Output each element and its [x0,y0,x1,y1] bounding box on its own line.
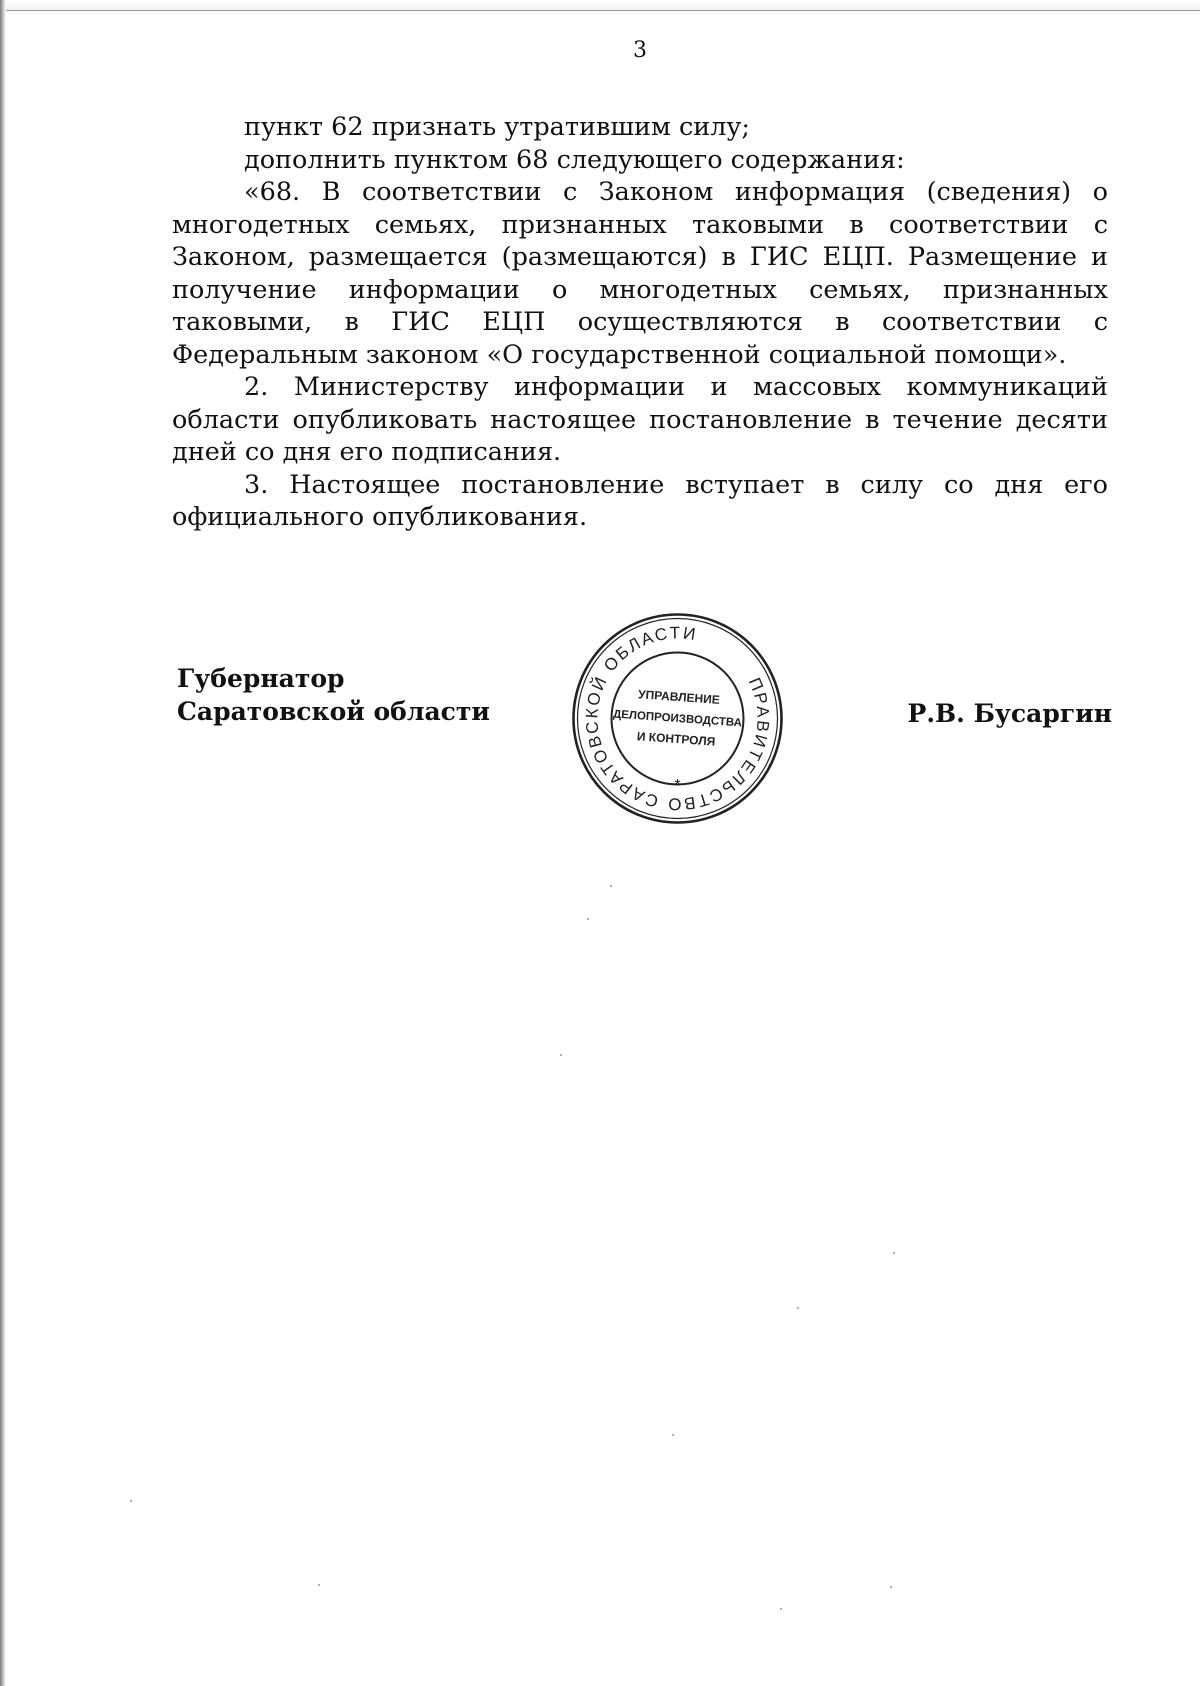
stamp-inner-line1: УПРАВЛЕНИЕ [637,687,721,707]
scan-speck [587,918,589,920]
scan-speck [893,1252,895,1254]
signatory-position-line1: Губернатор [177,664,345,693]
scan-top-edge [0,0,1200,11]
scan-speck [130,1500,132,1502]
scan-speck [890,1586,892,1588]
scan-speck [797,1307,799,1309]
paragraph-add-item-68: дополнить пунктом 68 следующего содержания: [244,144,905,175]
signatory-name: Р.В. Бусаргин [907,699,1112,728]
scan-speck [610,885,612,887]
signatory-position-line2: Саратовской области [177,697,490,726]
page-number: 3 [633,38,647,63]
paragraph-item-68-text: «68. В соответствии с Законом информация (сведения) о многодетных семьях, признанных таковыми в соответствии с Законом, размещается (размещаются) в ГИС ЕЦП. Размещение и получение информации о многодетных семьях, признанных таковыми, в ГИС ЕЦП осуществляются в соответствии с Федеральным законом «О государственной социальной помощи». [172,177,1108,370]
scan-speck [780,1608,782,1610]
scan-left-edge [0,0,6,1686]
paragraph-item-62: пункт 62 признать утратившим силу; [244,112,751,142]
official-seal-stamp [570,611,785,826]
document-body [172,111,1108,534]
signatory-position [177,662,490,728]
paragraph-clause-2: 2. Министерству информации и массовых коммуникаций области опубликовать настоящее постановление в течение десяти дней со дня его подписания. [172,372,1108,467]
stamp-inner-line2: ДЕЛОПРОИЗВОДСТВА [612,708,743,730]
stamp-outer-text: ПРАВИТЕЛЬСТВО САРАТОВСКОЙ ОБЛАСТИ [582,623,773,814]
paragraph-clause-3: 3. Настоящее постановление вступает в силу со дня его официального опубликования. [172,469,1108,532]
scan-speck [318,1584,320,1586]
scan-speck [672,1434,674,1436]
stamp-star: * [674,777,681,794]
stamp-inner-line3: И КОНТРОЛЯ [636,729,716,749]
scan-speck [560,1054,562,1056]
